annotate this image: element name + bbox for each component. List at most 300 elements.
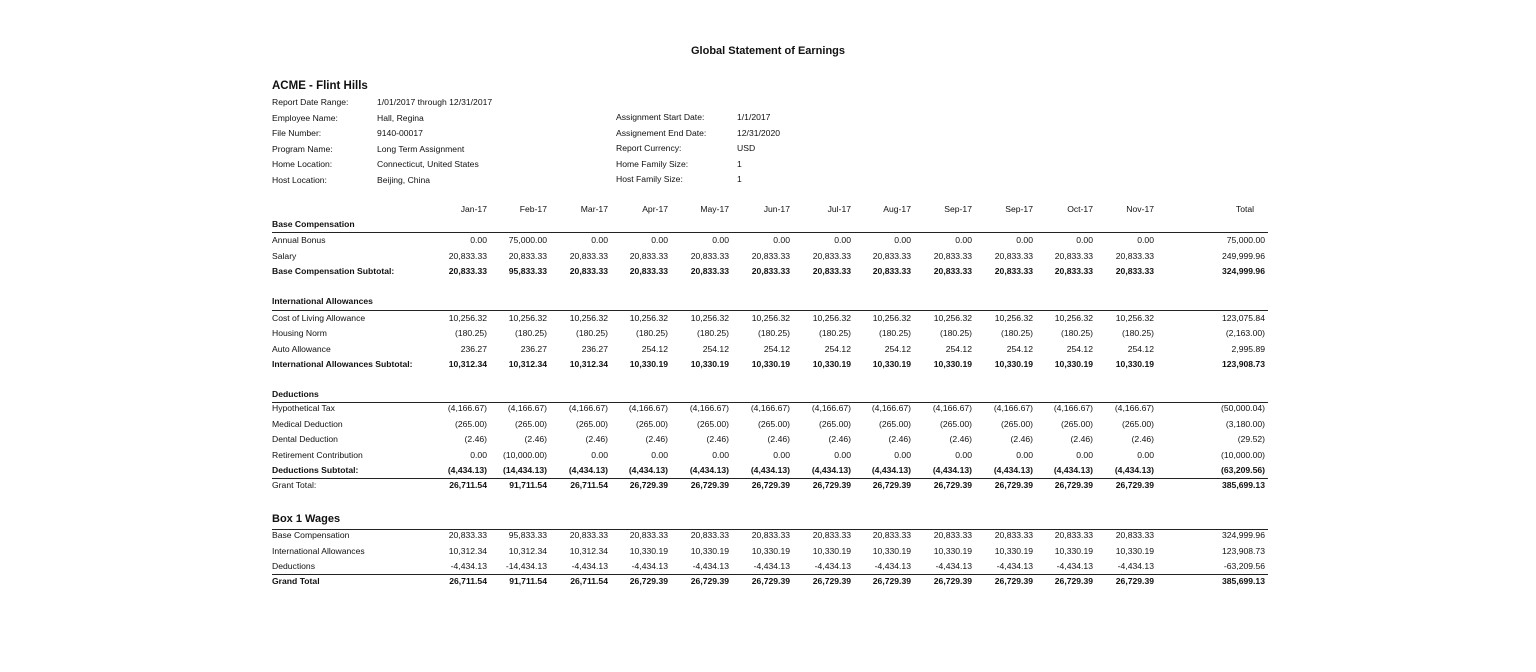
value-cell: 0.00 bbox=[1137, 450, 1154, 460]
value-cell: 26,711.54 bbox=[570, 480, 608, 490]
month-header: Feb-17 bbox=[519, 204, 547, 214]
value-cell: 95,833.33 bbox=[508, 266, 547, 276]
value-cell: (180.25) bbox=[878, 328, 911, 338]
value-cell: 0.00 bbox=[712, 450, 729, 460]
value-cell: 236.27 bbox=[581, 344, 608, 354]
month-header: Aug-17 bbox=[883, 204, 911, 214]
row-label: Base Compensation bbox=[272, 530, 350, 540]
value-cell: (4,434.13) bbox=[568, 465, 608, 475]
value-cell: 0.00 bbox=[651, 235, 668, 245]
table-row bbox=[0, 530, 1536, 545]
value-cell: 10,312.34 bbox=[508, 359, 547, 369]
value-cell: -4,434.13 bbox=[996, 561, 1033, 571]
row-label: Grand Total bbox=[272, 576, 320, 586]
row-label: Annual Bonus bbox=[272, 235, 326, 245]
value-cell: 20,833.33 bbox=[569, 266, 608, 276]
value-cell: 26,729.39 bbox=[933, 576, 972, 586]
value-cell: 20,833.33 bbox=[872, 251, 911, 261]
table-row bbox=[0, 266, 1536, 281]
info-value: Connecticut, United States bbox=[377, 159, 479, 169]
value-cell: 26,729.39 bbox=[872, 480, 911, 490]
value-cell: (10,000.00) bbox=[503, 450, 547, 460]
value-cell: (180.25) bbox=[575, 328, 608, 338]
value-cell: -4,434.13 bbox=[692, 561, 729, 571]
row-label: Medical Deduction bbox=[272, 419, 343, 429]
value-cell: 0.00 bbox=[470, 235, 487, 245]
value-cell: (4,166.67) bbox=[871, 403, 911, 413]
value-cell: 10,256.32 bbox=[994, 313, 1033, 323]
info-row-host-family-size bbox=[616, 172, 780, 188]
value-cell: 20,833.33 bbox=[933, 530, 972, 540]
info-row-report-date-range bbox=[272, 95, 492, 111]
value-cell: 26,729.39 bbox=[751, 480, 790, 490]
total-cell: (63,209.56) bbox=[1221, 465, 1265, 475]
value-cell: 20,833.33 bbox=[569, 530, 608, 540]
row-label: Auto Allowance bbox=[272, 344, 331, 354]
total-cell: (10,000.00) bbox=[1221, 450, 1265, 460]
value-cell: 10,330.19 bbox=[933, 546, 972, 556]
info-label: Report Currency: bbox=[616, 143, 682, 153]
info-value: Long Term Assignment bbox=[377, 143, 465, 154]
value-cell: 0.00 bbox=[773, 235, 790, 245]
report-info-left bbox=[272, 95, 492, 188]
table-row bbox=[0, 235, 1536, 250]
value-cell: 10,330.19 bbox=[994, 546, 1033, 556]
row-label: Salary bbox=[272, 251, 297, 261]
total-cell: 123,908.73 bbox=[1221, 359, 1265, 369]
value-cell: 10,330.19 bbox=[1054, 546, 1093, 556]
value-cell: (265.00) bbox=[514, 419, 547, 429]
value-cell: (265.00) bbox=[454, 419, 487, 429]
value-cell: (4,166.67) bbox=[507, 403, 547, 413]
info-label: Home Family Size: bbox=[616, 158, 689, 169]
value-cell: 20,833.33 bbox=[994, 251, 1033, 261]
value-cell: 0.00 bbox=[773, 450, 790, 460]
value-cell: 10,256.32 bbox=[448, 313, 487, 323]
value-cell: (4,434.13) bbox=[932, 465, 972, 475]
value-cell: (4,434.13) bbox=[447, 465, 487, 475]
month-header: Jun-17 bbox=[763, 204, 790, 214]
value-cell: 20,833.33 bbox=[508, 251, 547, 261]
row-label: Deductions Subtotal: bbox=[272, 465, 359, 475]
value-cell: 26,711.54 bbox=[570, 576, 608, 586]
value-cell: 10,256.32 bbox=[933, 313, 972, 323]
total-cell: 324,999.96 bbox=[1221, 530, 1265, 540]
value-cell: 20,833.33 bbox=[1115, 530, 1154, 540]
info-label: Assignement End Date: bbox=[616, 127, 707, 138]
value-cell: 254.12 bbox=[1066, 344, 1093, 354]
value-cell: 10,330.19 bbox=[933, 359, 972, 369]
info-label: Host Location: bbox=[272, 174, 327, 185]
value-cell: (4,166.67) bbox=[811, 403, 851, 413]
value-cell: (265.00) bbox=[1121, 419, 1154, 429]
value-cell: 10,312.34 bbox=[448, 359, 487, 369]
value-cell: (2.46) bbox=[767, 434, 790, 444]
value-cell: 95,833.33 bbox=[508, 530, 547, 540]
value-cell: (4,434.13) bbox=[1053, 465, 1093, 475]
value-cell: (4,166.67) bbox=[932, 403, 972, 413]
value-cell: (180.25) bbox=[1121, 328, 1154, 338]
month-header: Sep-17 bbox=[1005, 204, 1033, 214]
value-cell: -4,434.13 bbox=[1117, 561, 1154, 571]
value-cell: 10,312.34 bbox=[569, 546, 608, 556]
value-cell: 26,729.39 bbox=[629, 480, 668, 490]
value-cell: 20,833.33 bbox=[1115, 251, 1154, 261]
value-cell: (265.00) bbox=[575, 419, 608, 429]
row-label: Retirement Contribution bbox=[272, 450, 363, 460]
value-cell: 20,833.33 bbox=[812, 251, 851, 261]
value-cell: 10,330.19 bbox=[690, 546, 729, 556]
info-row-program-name bbox=[272, 142, 492, 158]
value-cell: 10,330.19 bbox=[994, 359, 1033, 369]
value-cell: 0.00 bbox=[470, 450, 487, 460]
value-cell: (4,166.67) bbox=[689, 403, 729, 413]
info-row-assignment-start bbox=[616, 110, 780, 126]
month-header: Apr-17 bbox=[642, 204, 668, 214]
report-info-right bbox=[616, 110, 780, 188]
row-label: International Allowances bbox=[272, 546, 365, 556]
value-cell: 20,833.33 bbox=[629, 530, 668, 540]
value-cell: 0.00 bbox=[955, 450, 972, 460]
row-label: International Allowances Subtotal: bbox=[272, 359, 413, 369]
value-cell: 75,000.00 bbox=[508, 235, 547, 245]
value-cell: 20,833.33 bbox=[448, 251, 487, 261]
value-cell: 20,833.33 bbox=[569, 251, 608, 261]
value-cell: (180.25) bbox=[939, 328, 972, 338]
value-cell: (2.46) bbox=[645, 434, 668, 444]
value-cell: -4,434.13 bbox=[935, 561, 972, 571]
value-cell: (2.46) bbox=[585, 434, 608, 444]
info-value: 1 bbox=[737, 158, 742, 169]
value-cell: 91,711.54 bbox=[509, 480, 547, 490]
value-cell: -4,434.13 bbox=[450, 561, 487, 571]
value-cell: 20,833.33 bbox=[994, 530, 1033, 540]
info-value: Hall, Regina bbox=[377, 112, 424, 123]
document-title: Global Statement of Earnings bbox=[690, 45, 846, 57]
value-cell: 0.00 bbox=[834, 450, 851, 460]
total-cell: 385,699.13 bbox=[1221, 480, 1265, 490]
value-cell: 20,833.33 bbox=[751, 266, 790, 276]
table-row bbox=[0, 480, 1536, 495]
value-cell: -4,434.13 bbox=[571, 561, 608, 571]
row-label: Hypothetical Tax bbox=[272, 403, 335, 413]
table-row bbox=[0, 359, 1536, 374]
total-cell: 249,999.96 bbox=[1221, 251, 1265, 261]
value-cell: 20,833.33 bbox=[751, 251, 790, 261]
value-cell: 10,330.19 bbox=[872, 359, 911, 369]
value-cell: 0.00 bbox=[591, 450, 608, 460]
value-cell: 10,256.32 bbox=[690, 313, 729, 323]
value-cell: 254.12 bbox=[824, 344, 851, 354]
value-cell: 20,833.33 bbox=[690, 251, 729, 261]
value-cell: 254.12 bbox=[702, 344, 729, 354]
value-cell: 20,833.33 bbox=[448, 530, 487, 540]
value-cell: 91,711.54 bbox=[509, 576, 547, 586]
info-row-host-location bbox=[272, 173, 492, 189]
value-cell: 236.27 bbox=[460, 344, 487, 354]
month-header: Mar-17 bbox=[580, 204, 608, 214]
info-value: 12/31/2020 bbox=[737, 127, 781, 138]
value-cell: -4,434.13 bbox=[753, 561, 790, 571]
value-cell: 10,256.32 bbox=[872, 313, 911, 323]
value-cell: (4,434.13) bbox=[1114, 465, 1154, 475]
value-cell: 10,330.19 bbox=[812, 359, 851, 369]
table-row bbox=[0, 328, 1536, 343]
value-cell: 254.12 bbox=[763, 344, 790, 354]
value-cell: (2.46) bbox=[464, 434, 487, 444]
value-cell: 10,330.19 bbox=[812, 546, 851, 556]
total-cell: -63,209.56 bbox=[1223, 561, 1265, 571]
value-cell: 26,729.39 bbox=[1115, 576, 1154, 586]
value-cell: 20,833.33 bbox=[690, 530, 729, 540]
value-cell: 10,330.19 bbox=[1054, 359, 1093, 369]
value-cell: (14,434.13) bbox=[503, 465, 547, 475]
total-cell: (29.52) bbox=[1237, 434, 1265, 444]
month-header: May-17 bbox=[700, 204, 729, 214]
total-cell: 123,908.73 bbox=[1221, 546, 1265, 556]
info-value: 1 bbox=[737, 174, 742, 184]
company-name: ACME - Flint Hills bbox=[272, 80, 368, 92]
month-header: Jul-17 bbox=[827, 204, 851, 214]
value-cell: 10,256.32 bbox=[1115, 313, 1154, 323]
value-cell: (2.46) bbox=[1131, 434, 1154, 444]
value-cell: 26,729.39 bbox=[1054, 576, 1093, 586]
value-cell: 26,729.39 bbox=[933, 480, 972, 490]
section-title: Base Compensation bbox=[272, 219, 355, 229]
value-cell: 236.27 bbox=[520, 344, 547, 354]
info-value: 1/1/2017 bbox=[737, 112, 771, 122]
value-cell: 10,312.34 bbox=[448, 546, 487, 556]
value-cell: 10,330.19 bbox=[629, 359, 668, 369]
row-label: Deductions bbox=[272, 561, 315, 571]
total-cell: (3,180.00) bbox=[1225, 419, 1265, 429]
value-cell: 20,833.33 bbox=[994, 266, 1033, 276]
value-cell: (4,434.13) bbox=[750, 465, 790, 475]
table-row bbox=[0, 465, 1536, 480]
value-cell: 20,833.33 bbox=[751, 530, 790, 540]
row-label: Grant Total: bbox=[272, 480, 317, 490]
table-row bbox=[0, 419, 1536, 434]
value-cell: 0.00 bbox=[1016, 235, 1033, 245]
value-cell: (180.25) bbox=[757, 328, 790, 338]
section-rule bbox=[272, 310, 1268, 311]
value-cell: (4,434.13) bbox=[993, 465, 1033, 475]
value-cell: 0.00 bbox=[894, 450, 911, 460]
info-row-home-family-size bbox=[616, 157, 780, 173]
value-cell: 26,711.54 bbox=[449, 576, 487, 586]
value-cell: -4,434.13 bbox=[814, 561, 851, 571]
value-cell: 26,729.39 bbox=[994, 576, 1033, 586]
value-cell: 26,729.39 bbox=[690, 480, 729, 490]
value-cell: (180.25) bbox=[635, 328, 668, 338]
month-header: Jan-17 bbox=[460, 204, 487, 214]
value-cell: (2.46) bbox=[524, 434, 547, 444]
table-row bbox=[0, 434, 1536, 449]
value-cell: 20,833.33 bbox=[1054, 251, 1093, 261]
info-value: USD bbox=[737, 143, 756, 153]
value-cell: 0.00 bbox=[1076, 450, 1093, 460]
info-value: Beijing, China bbox=[377, 174, 431, 185]
value-cell: (2.46) bbox=[949, 434, 972, 444]
value-cell: 10,256.32 bbox=[569, 313, 608, 323]
value-cell: 254.12 bbox=[641, 344, 668, 354]
table-row bbox=[0, 450, 1536, 465]
value-cell: (4,166.67) bbox=[628, 403, 668, 413]
value-cell: (4,434.13) bbox=[689, 465, 729, 475]
value-cell: (265.00) bbox=[939, 419, 972, 429]
month-column-headers bbox=[0, 204, 1536, 218]
value-cell: 254.12 bbox=[884, 344, 911, 354]
info-value: 9140-00017 bbox=[377, 128, 423, 138]
value-cell: 20,833.33 bbox=[1054, 530, 1093, 540]
value-cell: (2.46) bbox=[1070, 434, 1093, 444]
info-value: 1/01/2017 through 12/31/2017 bbox=[377, 97, 493, 107]
info-label: Host Family Size: bbox=[616, 174, 683, 184]
row-label: Base Compensation Subtotal: bbox=[272, 266, 395, 276]
value-cell: -4,434.13 bbox=[1056, 561, 1093, 571]
value-cell: 20,833.33 bbox=[812, 266, 851, 276]
value-cell: (4,166.67) bbox=[447, 403, 487, 413]
value-cell: (2.46) bbox=[828, 434, 851, 444]
value-cell: (4,434.13) bbox=[811, 465, 851, 475]
value-cell: 26,729.39 bbox=[1115, 480, 1154, 490]
value-cell: 10,256.32 bbox=[629, 313, 668, 323]
month-header: Oct-17 bbox=[1067, 204, 1093, 214]
info-label: Home Location: bbox=[272, 159, 333, 169]
total-cell: 75,000.00 bbox=[1226, 235, 1265, 245]
value-cell: 10,330.19 bbox=[751, 546, 790, 556]
value-cell: 254.12 bbox=[945, 344, 972, 354]
value-cell: 254.12 bbox=[1127, 344, 1154, 354]
row-label: Housing Norm bbox=[272, 328, 327, 338]
row-label: Cost of Living Allowance bbox=[272, 313, 366, 323]
value-cell: 0.00 bbox=[712, 235, 729, 245]
value-cell: 26,729.39 bbox=[690, 576, 729, 586]
value-cell: (265.00) bbox=[1060, 419, 1093, 429]
value-cell: (180.25) bbox=[1060, 328, 1093, 338]
info-label: Program Name: bbox=[272, 143, 333, 154]
value-cell: (265.00) bbox=[635, 419, 668, 429]
value-cell: 10,256.32 bbox=[1054, 313, 1093, 323]
value-cell: 0.00 bbox=[591, 235, 608, 245]
month-header: Nov-17 bbox=[1126, 204, 1154, 214]
value-cell: 0.00 bbox=[1137, 235, 1154, 245]
value-cell: 10,330.19 bbox=[1115, 359, 1154, 369]
value-cell: 20,833.33 bbox=[872, 530, 911, 540]
value-cell: 20,833.33 bbox=[1054, 266, 1093, 276]
value-cell: 10,330.19 bbox=[751, 359, 790, 369]
total-cell: (2,163.00) bbox=[1225, 328, 1265, 338]
value-cell: 20,833.33 bbox=[812, 530, 851, 540]
value-cell: (265.00) bbox=[757, 419, 790, 429]
value-cell: (265.00) bbox=[878, 419, 911, 429]
info-label: Employee Name: bbox=[272, 112, 338, 123]
table-row bbox=[0, 251, 1536, 266]
value-cell: (4,166.67) bbox=[1053, 403, 1093, 413]
month-header: Sep-17 bbox=[944, 204, 972, 214]
info-label: File Number: bbox=[272, 128, 322, 138]
value-cell: 26,729.39 bbox=[994, 480, 1033, 490]
value-cell: (4,166.67) bbox=[1114, 403, 1154, 413]
info-label: Report Date Range: bbox=[272, 97, 349, 107]
total-cell: (50,000.04) bbox=[1221, 403, 1265, 413]
value-cell: (2.46) bbox=[888, 434, 911, 444]
value-cell: 26,729.39 bbox=[1054, 480, 1093, 490]
value-cell: 26,711.54 bbox=[449, 480, 487, 490]
value-cell: 10,330.19 bbox=[872, 546, 911, 556]
value-cell: 0.00 bbox=[1076, 235, 1093, 245]
value-cell: (2.46) bbox=[706, 434, 729, 444]
value-cell: 26,729.39 bbox=[812, 576, 851, 586]
table-row bbox=[0, 403, 1536, 418]
value-cell: 20,833.33 bbox=[933, 266, 972, 276]
total-cell: 123,075.84 bbox=[1221, 313, 1265, 323]
value-cell: 20,833.33 bbox=[629, 251, 668, 261]
value-cell: 26,729.39 bbox=[629, 576, 668, 586]
value-cell: (2.46) bbox=[1010, 434, 1033, 444]
value-cell: -14,434.13 bbox=[505, 561, 547, 571]
value-cell: (4,434.13) bbox=[871, 465, 911, 475]
value-cell: (180.25) bbox=[696, 328, 729, 338]
value-cell: 10,312.34 bbox=[508, 546, 547, 556]
value-cell: (265.00) bbox=[818, 419, 851, 429]
info-row-employee-name bbox=[272, 111, 492, 127]
value-cell: 0.00 bbox=[894, 235, 911, 245]
value-cell: 26,729.39 bbox=[872, 576, 911, 586]
info-row-assignment-end bbox=[616, 126, 780, 142]
value-cell: (4,166.67) bbox=[993, 403, 1033, 413]
value-cell: 20,833.33 bbox=[629, 266, 668, 276]
info-label: Assignment Start Date: bbox=[616, 112, 705, 122]
value-cell: 10,330.19 bbox=[1115, 546, 1154, 556]
value-cell: (4,434.13) bbox=[628, 465, 668, 475]
value-cell: 10,312.34 bbox=[569, 359, 608, 369]
section-rule bbox=[272, 232, 1268, 233]
section-title: Deductions bbox=[272, 389, 319, 399]
info-row-report-currency bbox=[616, 141, 780, 157]
table-row bbox=[0, 344, 1536, 359]
section-title: Box 1 Wages bbox=[272, 513, 341, 525]
value-cell: 20,833.33 bbox=[872, 266, 911, 276]
value-cell: -4,434.13 bbox=[631, 561, 668, 571]
info-row-file-number bbox=[272, 126, 492, 142]
table-row bbox=[0, 313, 1536, 328]
row-label: Dental Deduction bbox=[272, 434, 338, 444]
total-cell: 324,999.96 bbox=[1221, 266, 1265, 276]
section-title: International Allowances bbox=[272, 296, 373, 306]
value-cell: 10,330.19 bbox=[690, 359, 729, 369]
value-cell: 26,729.39 bbox=[751, 576, 790, 586]
value-cell: 20,833.33 bbox=[1115, 266, 1154, 276]
value-cell: 0.00 bbox=[1016, 450, 1033, 460]
value-cell: 0.00 bbox=[955, 235, 972, 245]
total-cell: 385,699.13 bbox=[1221, 576, 1265, 586]
value-cell: 0.00 bbox=[651, 450, 668, 460]
value-cell: 26,729.39 bbox=[812, 480, 851, 490]
value-cell: 10,330.19 bbox=[629, 546, 668, 556]
value-cell: 10,256.32 bbox=[751, 313, 790, 323]
value-cell: 0.00 bbox=[834, 235, 851, 245]
total-cell: 2,995.89 bbox=[1231, 344, 1265, 354]
value-cell: 20,833.33 bbox=[448, 266, 487, 276]
table-row bbox=[0, 546, 1536, 561]
value-cell: (180.25) bbox=[514, 328, 547, 338]
table-row bbox=[0, 561, 1536, 576]
table-row bbox=[0, 576, 1536, 591]
value-cell: 10,256.32 bbox=[508, 313, 547, 323]
value-cell: 20,833.33 bbox=[690, 266, 729, 276]
value-cell: (180.25) bbox=[454, 328, 487, 338]
